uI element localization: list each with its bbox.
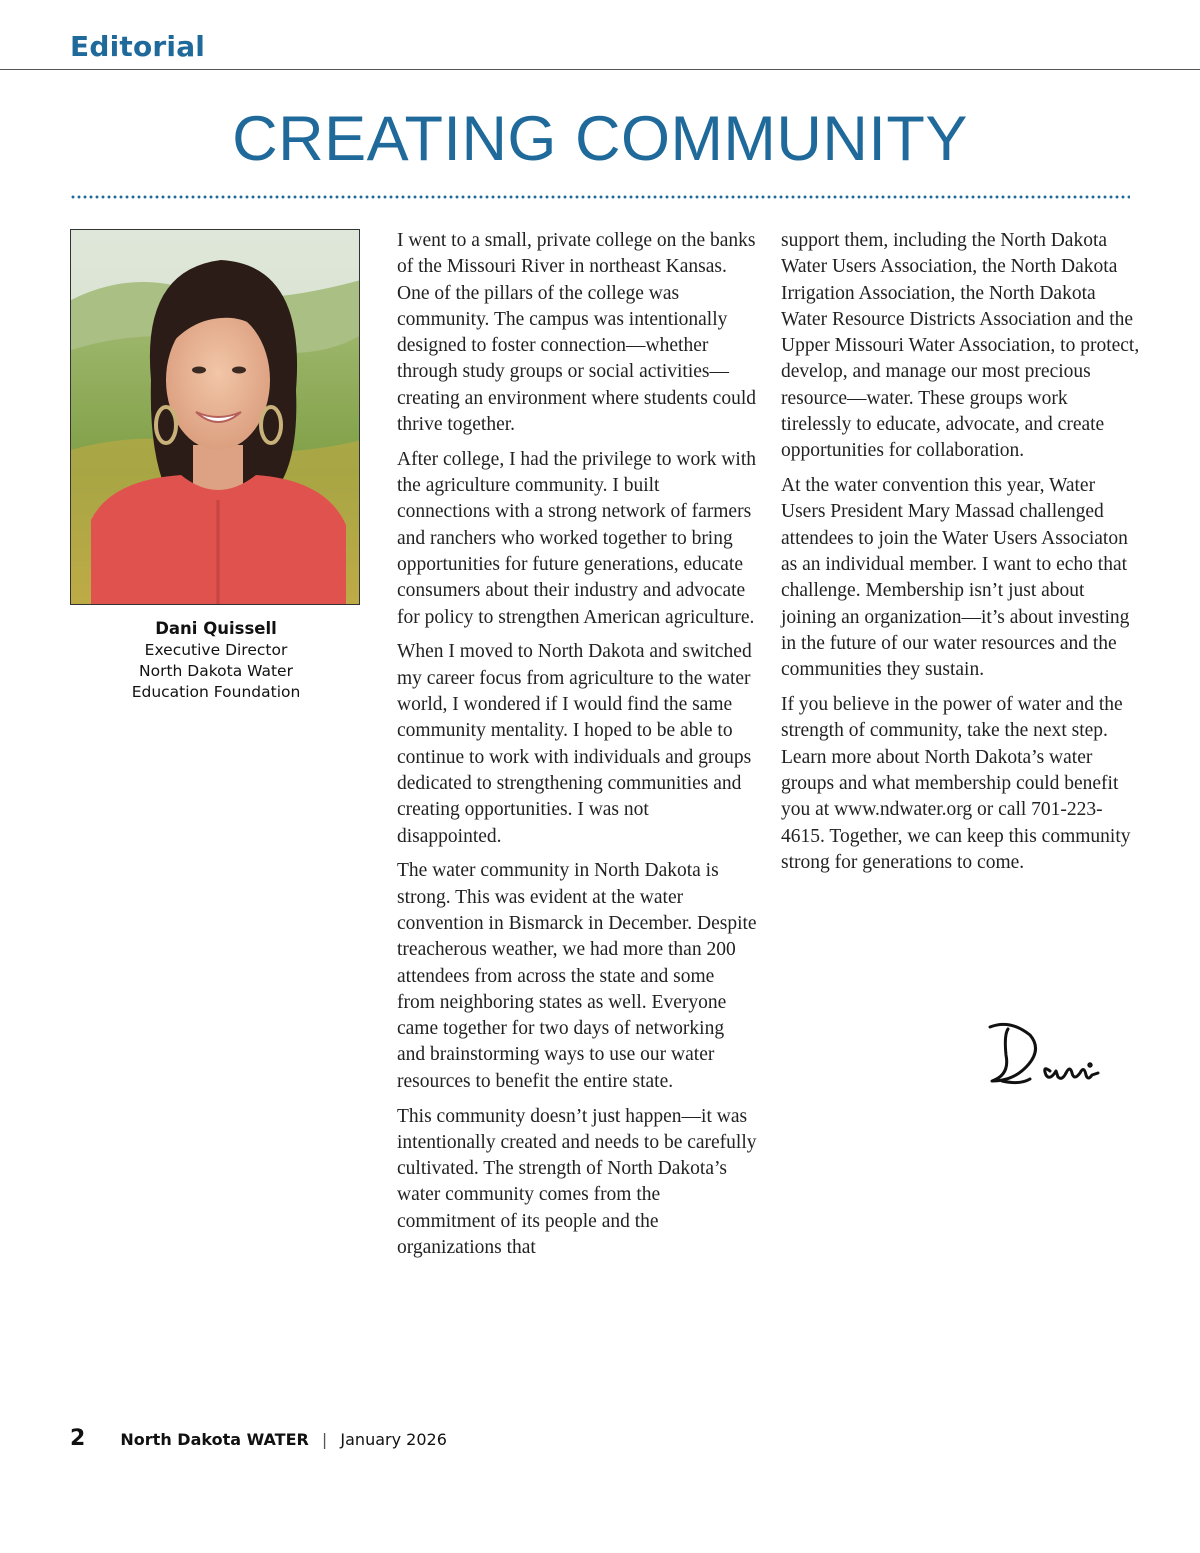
author-signature [980,1015,1130,1095]
article-paragraph: The water community in North Dakota is strong. This was evident at the water convention in Bismarck in December. Despite treacherous weather, we had more than 200 attendees from across the state and some from neighboring states as well. Everyone came together for two days of networking and brainstorming ways to use our water resources to benefit the entire state. [397,860,757,1092]
page-title: CREATING COMMUNITY [232,104,968,174]
article-paragraph: I went to a small, private college on the banks of the Missouri River in northeast Kansas. One of the pillars of the college was community. The campus was intentionally designed to foster connection—whether through study groups or social activities—creating an environment where students could thrive together. [397,230,757,436]
publication-name: North Dakota WATER [120,1430,309,1449]
top-divider [0,69,1200,70]
footer-separator: | [321,1430,328,1449]
photo-caption [70,618,362,703]
section-label: Editorial [70,30,206,63]
article-column-1 [397,228,757,1270]
article-paragraph: When I moved to North Dakota and switched my career focus from agriculture to the water world, I wondered if I would find the same community mentality. I hoped to be able to continue to work with individuals and groups dedicated to strengthening communities and creating opportunities. I was not disappointed. [397,641,752,847]
article-paragraph: At the water convention this year, Water Users President Mary Massad challenged attendees to join the Water Users Associaton as an individual member. I want to echo that challenge. Membership isn’t just about joining an organization—it’s about investing in the future of our water resources and the communities they sustain. [781,475,1130,681]
article-paragraph: If you believe in the power of water and the strength of community, take the next step. Learn more about North Dakota’s water groups and what membership could benefit you at www.ndwater.org or call 701-223-4615. Together, we can keep this community strong for generations to come. [781,694,1131,873]
article-paragraph: support them, including the North Dakota Water Users Association, the North Dakota Irrigation Association, the North Dakota Water Resource Districts Association and the Upper Missouri Water Association, to protect, develop, and manage our most precious resource—water. These groups work tirelessly to educate, advocate, and create opportunities for collaboration. [781,230,1140,462]
article-column-2 [781,228,1141,885]
author-org-line-1: North Dakota Water [139,662,293,680]
page-number: 2 [70,1426,86,1451]
issue-date: January 2026 [340,1430,447,1449]
author-photo [70,229,360,605]
page-footer [70,1426,447,1451]
dotted-divider [70,195,1130,199]
article-paragraph: After college, I had the privilege to work with the agriculture community. I built connections with a strong network of farmers and ranchers who worked together to bring opportunities for future generations, educate consumers about their industry and advocate for policy to strengthen American agriculture. [397,448,757,628]
article-paragraph: This community doesn’t just happen—it was intentionally created and needs to be carefully cultivated. The strength of North Dakota’s water community comes from the commitment of its people and the organizations that [397,1105,757,1258]
author-name: Dani Quissell [155,619,277,638]
author-title: Executive Director [144,641,288,659]
author-org-line-2: Education Foundation [131,683,301,701]
